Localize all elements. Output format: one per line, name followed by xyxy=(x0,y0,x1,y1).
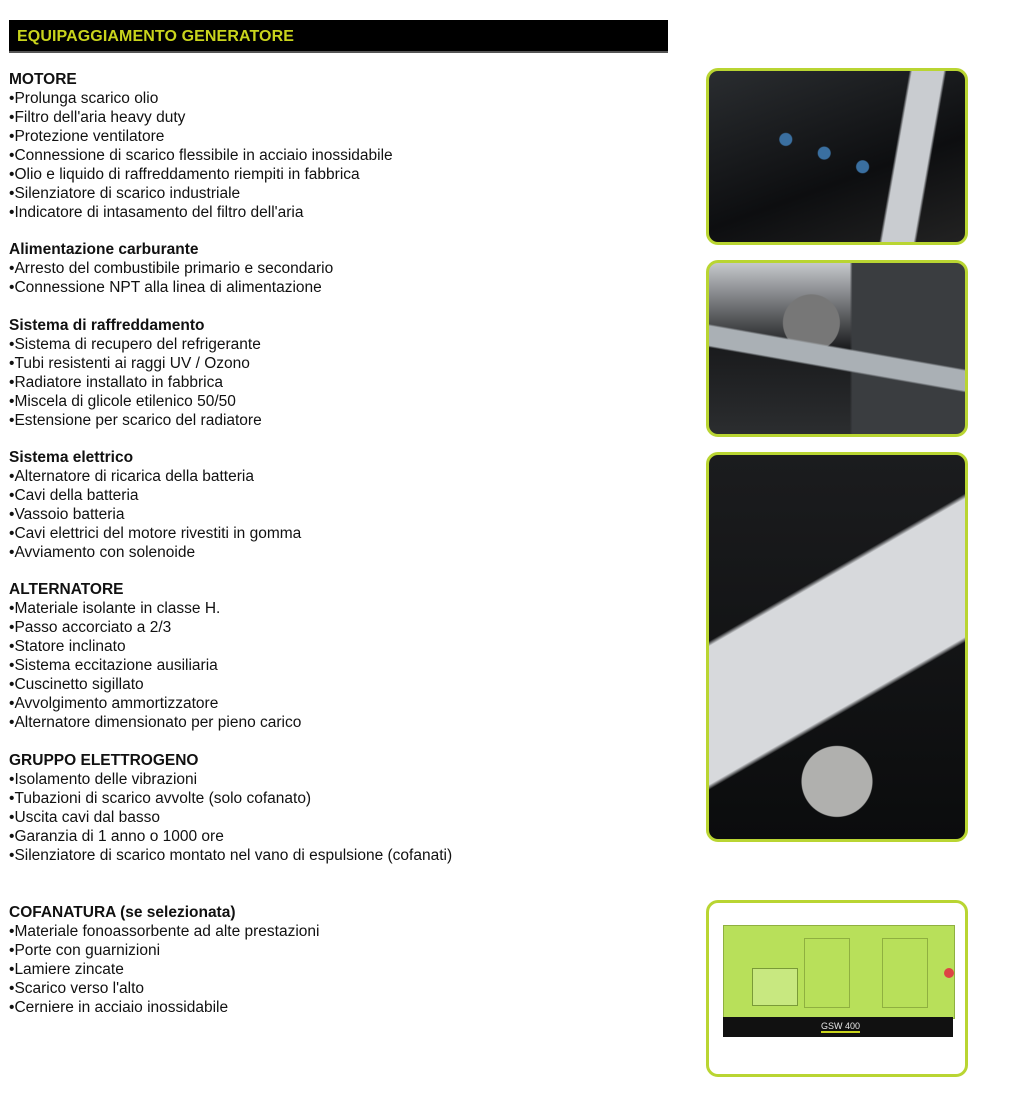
control-panel xyxy=(752,968,798,1006)
list-item: • Cuscinetto sigillato xyxy=(9,675,301,694)
list-item: • Cerniere in acciaio inossidabile xyxy=(9,998,319,1017)
feature-list xyxy=(9,335,262,430)
list-item: • Passo accorciato a 2/3 xyxy=(9,618,301,637)
section-title: Alimentazione carburante xyxy=(9,241,199,258)
list-item: • Arresto del combustibile primario e secondario xyxy=(9,259,333,278)
feature-list xyxy=(9,599,301,732)
section-title: Sistema elettrico xyxy=(9,449,134,466)
list-item: • Isolamento delle vibrazioni xyxy=(9,770,452,789)
list-item: • Vassoio batteria xyxy=(9,505,301,524)
equipment-section xyxy=(9,751,452,865)
equipment-section xyxy=(9,240,333,297)
list-item: • Cavi della batteria xyxy=(9,486,301,505)
list-item: • Silenziatore di scarico montato nel vano di espulsione (cofanati) xyxy=(9,846,452,865)
list-item: • Scarico verso l'alto xyxy=(9,979,319,998)
list-item: • Porte con guarnizioni xyxy=(9,941,319,960)
section-title: MOTORE xyxy=(9,71,77,88)
canopy-door xyxy=(804,938,850,1008)
equipment-section xyxy=(9,903,319,1017)
section-title: COFANATURA (se selezionata) xyxy=(9,904,236,921)
list-item: • Statore inclinato xyxy=(9,637,301,656)
list-item: • Materiale fonoassorbente ad alte prestazioni xyxy=(9,922,319,941)
list-item: • Filtro dell'aria heavy duty xyxy=(9,108,393,127)
feature-list xyxy=(9,770,452,865)
fuel-system-photo xyxy=(706,260,968,437)
equipment-section xyxy=(9,448,301,562)
feature-list xyxy=(9,922,319,1017)
electrical-system-photo xyxy=(706,452,968,842)
list-item: • Radiatore installato in fabbrica xyxy=(9,373,262,392)
list-item: • Olio e liquido di raffreddamento riempiti in fabbrica xyxy=(9,165,393,184)
equipment-section xyxy=(9,70,393,222)
list-item: • Silenziatore di scarico industriale xyxy=(9,184,393,203)
list-item: • Avviamento con solenoide xyxy=(9,543,301,562)
model-plate: GSW 400 xyxy=(821,1021,861,1031)
generator-body xyxy=(723,925,955,1019)
list-item: • Sistema eccitazione ausiliaria xyxy=(9,656,301,675)
canopy-generator-photo xyxy=(706,900,968,1077)
list-item: • Protezione ventilatore xyxy=(9,127,393,146)
list-item: • Alternatore dimensionato per pieno carico xyxy=(9,713,301,732)
list-item: • Tubazioni di scarico avvolte (solo cofanato) xyxy=(9,789,452,808)
list-item: • Cavi elettrici del motore rivestiti in gomma xyxy=(9,524,301,543)
banner-title: EQUIPAGGIAMENTO GENERATORE xyxy=(17,28,294,45)
list-item: • Sistema di recupero del refrigerante xyxy=(9,335,262,354)
section-title: ALTERNATORE xyxy=(9,581,124,598)
list-item: • Avvolgimento ammortizzatore xyxy=(9,694,301,713)
list-item: • Lamiere zincate xyxy=(9,960,319,979)
section-banner xyxy=(9,20,668,53)
feature-list xyxy=(9,89,393,222)
list-item: • Estensione per scarico del radiatore xyxy=(9,411,262,430)
brand-logo xyxy=(944,968,954,978)
engine-photo xyxy=(706,68,968,245)
section-title: GRUPPO ELETTROGENO xyxy=(9,752,199,769)
list-item: • Prolunga scarico olio xyxy=(9,89,393,108)
list-item: • Garanzia di 1 anno o 1000 ore xyxy=(9,827,452,846)
list-item: • Connessione di scarico flessibile in acciaio inossidabile xyxy=(9,146,393,165)
list-item: • Indicatore di intasamento del filtro dell'aria xyxy=(9,203,393,222)
list-item: • Alternatore di ricarica della batteria xyxy=(9,467,301,486)
list-item: • Uscita cavi dal basso xyxy=(9,808,452,827)
section-title: Sistema di raffreddamento xyxy=(9,317,205,334)
canopy-door xyxy=(882,938,928,1008)
list-item: • Tubi resistenti ai raggi UV / Ozono xyxy=(9,354,262,373)
feature-list xyxy=(9,467,301,562)
equipment-section xyxy=(9,316,262,430)
list-item: • Miscela di glicole etilenico 50/50 xyxy=(9,392,262,411)
feature-list xyxy=(9,259,333,297)
list-item: • Connessione NPT alla linea di alimentazione xyxy=(9,278,333,297)
list-item: • Materiale isolante in classe H. xyxy=(9,599,301,618)
equipment-section xyxy=(9,580,301,732)
